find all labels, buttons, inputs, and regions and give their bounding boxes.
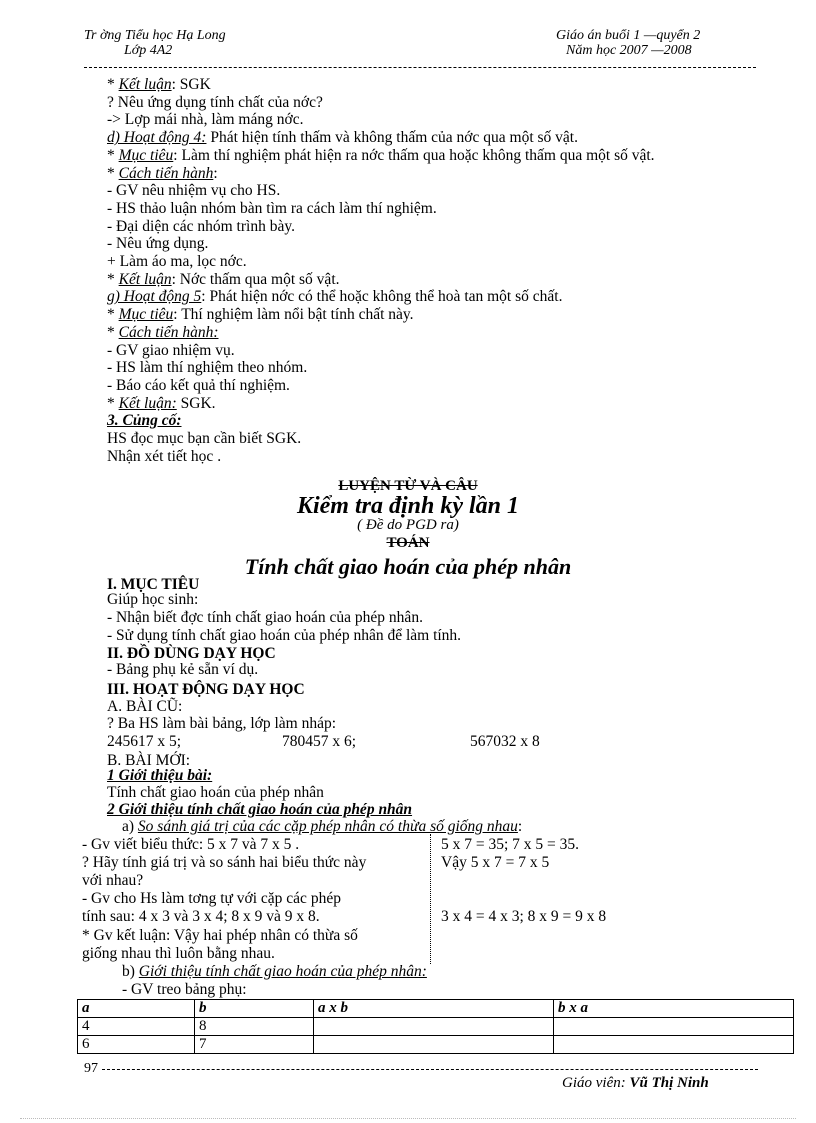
left-col-line: * Gv kết luận: Vậy hai phép nhân có thừa số xyxy=(82,927,358,944)
line-label: Kết luận: xyxy=(118,394,177,412)
activity-line xyxy=(107,412,182,430)
line-label: Kết luận xyxy=(118,76,172,93)
data-table xyxy=(77,999,794,1054)
activity-line xyxy=(107,165,218,183)
intro-text: Tính chất giao hoán của phép nhân xyxy=(107,784,324,801)
part-b-label: Giới thiệu tính chất giao hoán của phép nhân: xyxy=(138,963,427,980)
left-col-line: - Gv viết biểu thức: 5 x 7 và 7 x 5 . xyxy=(82,836,300,853)
section-muc-tieu: I. MỤC TIÊU xyxy=(107,576,200,593)
line-text: : Thí nghiệm làm nổi bật tính chất này. xyxy=(173,306,414,324)
line-label: Cách tiến hành: xyxy=(118,323,219,341)
class-name: Lớp 4A2 xyxy=(124,43,173,58)
calc-2: 780457 x 6; xyxy=(282,733,357,750)
activity-line xyxy=(107,147,655,165)
line-text: - Báo cáo kết quả thí nghiệm. xyxy=(107,376,290,394)
activity-line xyxy=(107,342,235,360)
line-label: Kết luận xyxy=(118,270,172,288)
line-text: -> Lợp mái nhà, làm máng nớc. xyxy=(107,111,304,129)
table-cell: 7 xyxy=(195,1036,314,1054)
subject-toan: TOÁN xyxy=(386,535,430,551)
line-label: Cách tiến hành xyxy=(118,164,214,182)
activity-line xyxy=(107,200,437,218)
line-prefix: * xyxy=(107,146,119,164)
table-cell: 4 xyxy=(78,1018,195,1036)
teacher-name: Vũ Thị Ninh xyxy=(629,1075,709,1091)
section-hoat-dong: III. HOẠT ĐỘNG DẠY HỌC xyxy=(107,681,305,698)
line-label: d) Hoạt động 4: xyxy=(107,129,207,147)
line-text: : Nớc thấm qua một số vật. xyxy=(171,270,340,288)
activity-line xyxy=(107,235,208,253)
footer-divider xyxy=(102,1069,758,1070)
bang-phu-line: - GV treo bảng phụ: xyxy=(122,981,247,998)
calc-1: 245617 x 5; xyxy=(107,733,182,750)
line-prefix: * xyxy=(107,394,119,412)
line-label: Mục tiêu xyxy=(118,146,174,164)
activity-line xyxy=(107,111,303,129)
line-label: 3. Củng cố: xyxy=(107,412,182,430)
line-text: : SGK xyxy=(171,76,211,93)
line-prefix: * xyxy=(107,76,119,93)
right-col-line: 3 x 4 = 4 x 3; 8 x 9 = 9 x 8 xyxy=(441,908,607,925)
lesson-title: Tính chất giao hoán của phép nhân xyxy=(244,554,572,579)
heading-bai-moi: B. BÀI MỚI: xyxy=(107,752,191,769)
test-title: Kiểm tra định kỳ lần 1 xyxy=(296,493,520,519)
right-col-line: Vậy 5 x 7 = 7 x 5 xyxy=(441,854,550,871)
left-col-line: với nhau? xyxy=(82,872,144,889)
activity-line xyxy=(107,182,280,200)
table-row xyxy=(78,1036,794,1054)
school-year: Năm học 2007 —2008 xyxy=(566,43,692,58)
line-text: : Làm thí nghiệm phát hiện ra nớc thấm qua hoặc không thấm qua một số vật. xyxy=(173,146,655,164)
teacher-signature xyxy=(562,1075,709,1092)
table-cell xyxy=(554,1018,794,1036)
page-bottom-border xyxy=(20,1118,796,1119)
table-cell xyxy=(314,1036,554,1054)
activity-line xyxy=(107,271,340,289)
heading-bai-cu: A. BÀI CŨ: xyxy=(107,698,183,715)
left-col-line: giống nhau thì luôn bằng nhau. xyxy=(82,945,275,962)
activity-line xyxy=(107,395,216,413)
activity-line xyxy=(107,377,290,395)
activity-line xyxy=(107,324,219,342)
list-item: - Bảng phụ kẻ sẵn ví dụ. xyxy=(107,661,259,678)
table-cell: 6 xyxy=(78,1036,195,1054)
activity-line xyxy=(107,430,301,448)
right-col-line: 5 x 7 = 35; 7 x 5 = 35. xyxy=(441,836,580,853)
line-label: Mục tiêu xyxy=(118,306,174,324)
part-a-label: So sánh giá trị của các cặp phép nhân có thừa số giống nhau xyxy=(137,818,518,835)
line-text: + Làm áo ma, lọc nớc. xyxy=(107,253,247,270)
line-text: : xyxy=(213,164,218,182)
school-name: Tr ờng Tiểu học Hạ Long xyxy=(84,28,226,43)
activity-line xyxy=(107,306,414,324)
list-item: Giúp học sinh: xyxy=(107,591,199,608)
activity-line xyxy=(107,129,578,147)
section-do-dung: II. ĐỒ DÙNG DẠY HỌC xyxy=(107,645,276,662)
activity-line xyxy=(107,288,562,306)
part2-label: 2 Giới thiệu tính chất giao hoán của phép nhân xyxy=(107,801,413,818)
table-header-row xyxy=(78,1000,794,1018)
activity-line xyxy=(107,359,307,377)
line-text: - Nêu ứng dụng. xyxy=(107,235,209,253)
calc-3: 567032 x 8 xyxy=(470,733,540,750)
line-label: g) Hoạt động 5 xyxy=(107,288,202,306)
header-divider xyxy=(84,67,756,68)
table-cell xyxy=(554,1036,794,1054)
bai-cu-line: ? Ba HS làm bài bảng, lớp làm nháp: xyxy=(107,715,337,732)
test-note: ( Đề do PGD ra) xyxy=(357,517,459,533)
page-number: 97 xyxy=(84,1061,98,1076)
table-header-cell: a x b xyxy=(314,1000,554,1018)
line-text: - HS làm thí nghiệm theo nhóm. xyxy=(107,359,308,377)
line-text: - Đại diện các nhóm trình bày. xyxy=(107,217,295,235)
line-text: Phát hiện tính thấm và không thấm của nớc qua một số vật. xyxy=(206,129,578,147)
book-label: Giáo án buổi 1 —quyển 2 xyxy=(556,28,701,43)
list-item: - Sử dụng tính chất giao hoán của phép nhân để làm tính. xyxy=(107,627,462,644)
line-text: - GV giao nhiệm vụ. xyxy=(107,341,235,359)
part-b-line xyxy=(122,963,427,981)
line-prefix: * xyxy=(107,323,119,341)
table-cell: 8 xyxy=(195,1018,314,1036)
part-a-line xyxy=(122,818,522,836)
list-item: - Nhận biết đợc tính chất giao hoán của phép nhân. xyxy=(107,609,423,626)
line-text: - GV nêu nhiệm vụ cho HS. xyxy=(107,182,281,200)
line-prefix: * xyxy=(107,270,119,288)
line-text: - HS thảo luận nhóm bàn tìm ra cách làm thí nghiệm. xyxy=(107,199,437,217)
left-col-line: tính sau: 4 x 3 và 3 x 4; 8 x 9 và 9 x 8. xyxy=(82,908,320,925)
left-col-line: ? Hãy tính giá trị và so sánh hai biểu thức này xyxy=(82,854,367,871)
table-header-cell: b xyxy=(195,1000,314,1018)
activity-line xyxy=(107,253,247,271)
column-divider xyxy=(430,834,431,964)
line-text: ? Nêu ứng dụng tính chất của nớc? xyxy=(107,93,323,111)
activity-line xyxy=(107,218,295,236)
table-header-cell: b x a xyxy=(554,1000,794,1018)
teacher-label: Giáo viên: xyxy=(562,1075,626,1091)
line-text: SGK. xyxy=(176,394,216,412)
activity-line xyxy=(107,76,211,94)
line-prefix: * xyxy=(107,164,119,182)
table-header-cell: a xyxy=(78,1000,195,1018)
part-a-prefix: a) xyxy=(122,818,138,835)
subject-luyen-tu: LUYỆN TỪ VÀ CÂU xyxy=(338,478,478,494)
part-a-suffix: : xyxy=(517,818,523,835)
line-prefix: * xyxy=(107,306,119,324)
activity-line xyxy=(107,448,221,466)
line-text: HS đọc mục bạn cần biết SGK. xyxy=(107,430,302,447)
activity-line xyxy=(107,94,323,112)
part-b-prefix: b) xyxy=(122,963,139,980)
left-col-line: - Gv cho Hs làm tơng tự với cặp các phép xyxy=(82,890,341,907)
table-cell xyxy=(314,1018,554,1036)
table-row xyxy=(78,1018,794,1036)
intro-label: 1 Giới thiệu bài: xyxy=(107,767,213,784)
line-text: Nhận xét tiết học . xyxy=(107,447,222,465)
line-text: : Phát hiện nớc có thể hoặc không thể hoà tan một số chất. xyxy=(201,288,563,306)
